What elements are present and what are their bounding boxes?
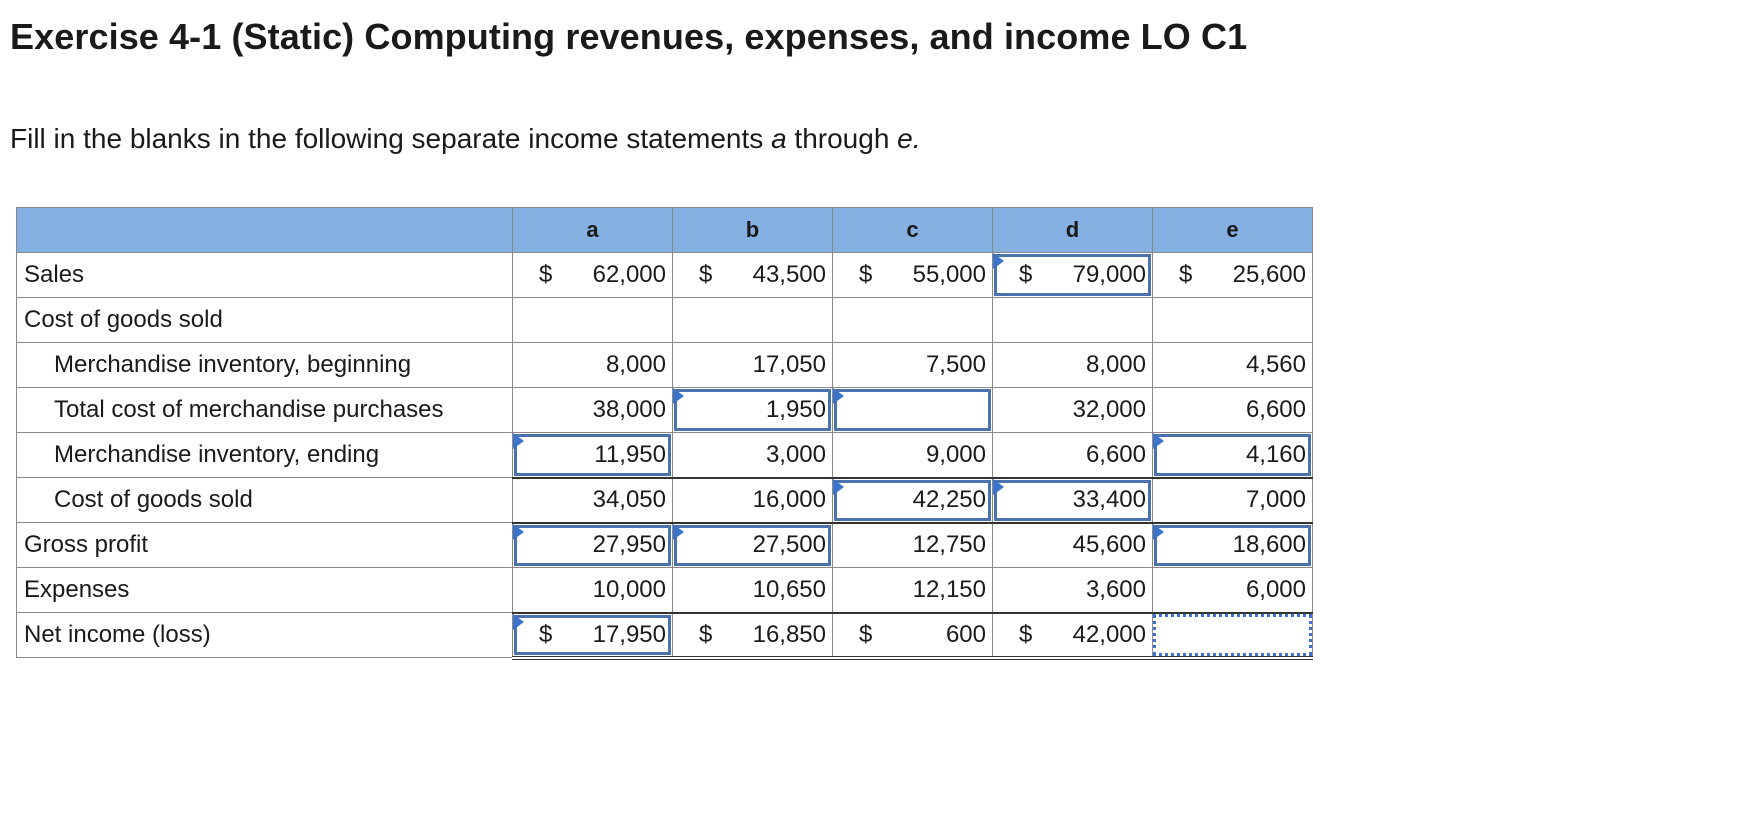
table-row-net-income [17,613,1313,658]
table-row-cogs-heading [17,298,1313,343]
value: 12,750 [912,531,986,559]
column-header-b: b [673,208,833,253]
flag-marker-icon [673,524,684,540]
dollar-sign: $ [539,620,553,648]
value: 6,600 [1085,440,1146,468]
instruction-text: Fill in the blanks in the following separate income statements [10,123,764,154]
cell-beginning-c [833,343,993,388]
table-row-inventory-beginning [17,343,1313,388]
value: 8,000 [1085,351,1146,378]
dollar-sign: $ [1019,620,1033,648]
cell-sales-c [833,253,993,298]
focused-answer-input[interactable] [1153,614,1312,656]
value: 3,000 [765,440,826,468]
value: 17,950 [592,620,666,648]
value: 6,600 [1245,396,1306,423]
value: 79,000 [1072,261,1146,288]
column-header-a: a [513,208,673,253]
value: 6,000 [1245,575,1306,603]
instruction-a: a [771,123,787,154]
value: 34,050 [592,486,666,513]
cell-net-b [673,613,833,658]
cell-ending-b [673,433,833,478]
value: 32,000 [1072,396,1146,423]
value: 18,600 [1232,531,1306,559]
cell-sales-d[interactable] [993,253,1153,298]
value: 12,150 [912,575,986,603]
cell-beginning-d [993,343,1153,388]
empty-cell [513,298,673,343]
flag-marker-icon [513,524,524,540]
value: 25,600 [1232,261,1306,288]
cell-purchases-d [993,388,1153,433]
value: 1,950 [765,396,826,423]
value: 55,000 [912,261,986,288]
cell-gross-d [993,523,1153,568]
table-row-cogs-total [17,478,1313,523]
dollar-sign: $ [1179,261,1193,288]
value: 600 [945,620,986,648]
table-row-inventory-ending [17,433,1313,478]
header-label-cell [17,208,513,253]
cell-gross-e[interactable] [1153,523,1313,568]
cell-ending-c [833,433,993,478]
row-label: Gross profit [17,523,513,568]
value: 43,500 [752,261,826,288]
column-header-d: d [993,208,1153,253]
cell-purchases-b[interactable] [673,388,833,433]
flag-marker-icon [993,479,1004,495]
value: 8,000 [605,351,666,378]
flag-marker-icon [513,433,524,449]
cell-cogs-d[interactable] [993,478,1153,523]
empty-cell [1153,298,1313,343]
value: 17,050 [752,351,826,378]
cell-ending-a[interactable] [513,433,673,478]
flag-marker-icon [993,253,1004,269]
value: 27,500 [752,531,826,559]
dollar-sign: $ [1019,261,1033,288]
table-row-expenses [17,568,1313,613]
cell-beginning-a [513,343,673,388]
dollar-sign: $ [539,261,553,288]
cell-sales-a [513,253,673,298]
value: 38,000 [592,396,666,423]
flag-marker-icon [833,388,844,404]
value: 42,000 [1072,620,1146,648]
income-statements-table [16,207,1313,660]
row-label: Merchandise inventory, ending [17,433,513,478]
flag-marker-icon [833,479,844,495]
column-header-c: c [833,208,993,253]
row-label: Merchandise inventory, beginning [17,343,513,388]
cell-gross-c [833,523,993,568]
cell-net-c [833,613,993,658]
cell-cogs-a [513,478,673,523]
page-title: Exercise 4-1 (Static) Computing revenues, expenses, and income LO C1 [10,16,1248,57]
value: 11,950 [594,440,666,468]
row-label: Cost of goods sold [17,478,513,523]
table-row-purchases [17,388,1313,433]
value: 7,500 [925,351,986,378]
cell-net-d [993,613,1153,658]
cell-purchases-a [513,388,673,433]
empty-cell [993,298,1153,343]
flag-marker-icon [1153,524,1164,540]
cell-cogs-e [1153,478,1313,523]
cell-beginning-b [673,343,833,388]
cell-cogs-b [673,478,833,523]
flag-marker-icon [1153,433,1164,449]
cell-net-e[interactable] [1153,613,1313,658]
flag-marker-icon [673,388,684,404]
instructions [10,123,921,155]
answer-input-box[interactable] [834,389,991,431]
cell-beginning-e [1153,343,1313,388]
value: 4,560 [1245,351,1306,378]
instruction-e: e. [897,123,921,154]
dollar-sign: $ [699,261,713,288]
cell-ending-d [993,433,1153,478]
column-header-e: e [1153,208,1313,253]
cell-cogs-c[interactable] [833,478,993,523]
value: 16,850 [752,620,826,648]
value: 27,950 [592,531,666,559]
row-label: Expenses [17,568,513,613]
dollar-sign: $ [859,261,873,288]
row-label: Net income (loss) [17,613,513,658]
cell-gross-a[interactable] [513,523,673,568]
value: 4,160 [1245,440,1306,468]
cell-expenses-b [673,568,833,613]
header-row [17,208,1313,253]
instruction-through: through [794,123,890,154]
value: 10,650 [752,575,826,603]
table-row-gross-profit [17,523,1313,568]
value: 16,000 [752,486,826,513]
value: 3,600 [1085,575,1146,603]
value: 10,000 [592,575,666,603]
cell-expenses-e [1153,568,1313,613]
table-row-sales [17,253,1313,298]
empty-cell [673,298,833,343]
dollar-sign: $ [859,620,873,648]
cell-sales-b [673,253,833,298]
value: 42,250 [912,486,986,513]
cell-expenses-a [513,568,673,613]
cell-expenses-d [993,568,1153,613]
row-label: Cost of goods sold [17,298,513,343]
cell-net-a[interactable] [513,613,673,658]
value: 45,600 [1072,531,1146,559]
cell-purchases-e [1153,388,1313,433]
value: 9,000 [925,440,986,468]
value: 62,000 [592,261,666,288]
empty-cell [833,298,993,343]
cell-ending-e[interactable] [1153,433,1313,478]
cell-gross-b[interactable] [673,523,833,568]
cell-sales-e [1153,253,1313,298]
cell-purchases-c[interactable] [833,388,993,433]
value: 7,000 [1245,486,1306,513]
value: 33,400 [1072,486,1146,513]
row-label: Total cost of merchandise purchases [17,388,513,433]
cell-expenses-c [833,568,993,613]
row-label: Sales [17,253,513,298]
flag-marker-icon [513,614,524,630]
dollar-sign: $ [699,620,713,648]
